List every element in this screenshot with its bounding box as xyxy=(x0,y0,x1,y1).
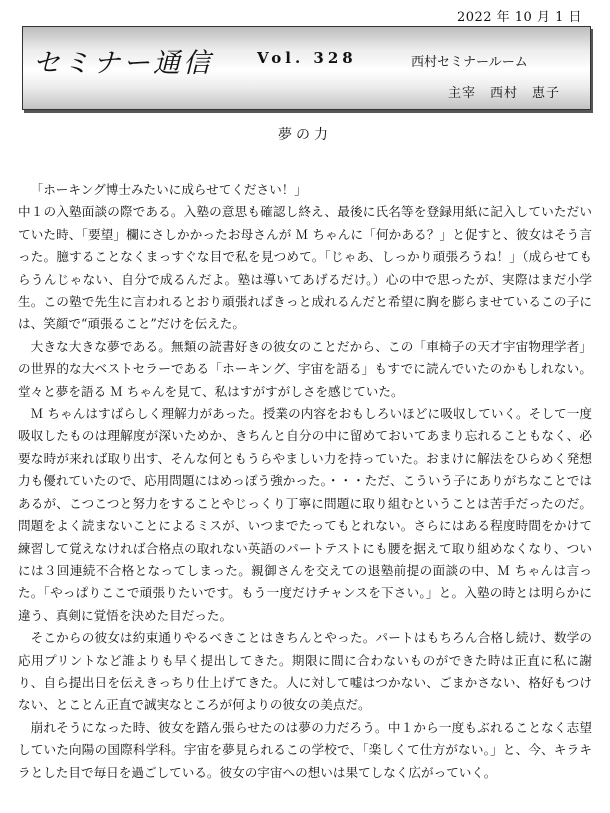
article-paragraph: 「ホーキング博士みたいに成らせてください！」 xyxy=(30,182,307,197)
article-paragraph: 大きな大きな夢である。無類の読書好きの彼女のことだから、この「車椅子の天才宇宙物理学者」の世界的な大ベストセラーである「ホーキング、宇宙を語る」もすでに読んでいたのかもしれない。堂々と夢を語る Ｍ ちゃんを見て、私はすがすがしさを感じていた。 xyxy=(18,338,592,399)
article-paragraph: Ｍ ちゃんはすばらしく理解力があった。授業の内容をおもしろいほどに吸収していく。そして一度吸収したものは理解度が深いためか、きちんと自分の中に留めておいてあまり忘れることもなく、必要な時が来れば取り出す、そんな何ともうらやましい力を持っていた。おまけに解法をひらめく発想力も優れていたので、応用問題にはめっぽう強かった。・・・ただ、こういう子にありがちなことではあるが、こつこつと努力をすることやじっくり丁寧に問題に取り組むということは苦手だったのだ。問題をよく読まないことによるミスが、いつまでたってもとれない。さらにはある程度時間をかけて練習して覚えなければ合格点の取れない英語のパートテストにも腰を据えて取り組めなくなり、ついには３回連続不合格となってしまった。親御さんを交えての退塾前提の面談の中、Ｍ ちゃんは言った。「やっぱりここで頑張りたいです。もう一度だけチャンスを下さい。」と。入塾の時とは明らかに違う、真剣に覚悟を決めた目だった。 xyxy=(18,406,593,623)
article-title: 夢の力 xyxy=(278,127,332,143)
article-paragraph: 中１の入塾面談の際である。入塾の意思も確認し終え、最後に氏名等を登録用紙に記入していただいていた時、「要望」欄にさしかかったお母さんが Ｍ ちゃんに「何かある？」と促すと、彼女はそう言った。臆することなくまっすぐな目で私を見つめて。「じゃあ、しっかり頑張ろうね！」（成らせてもらうんじゃない、自分で成るんだよ。塾は導いてあげるだけ。）心の中で思ったが、実際はまだ小学生。この塾で先生に言われるとおり頑張ればきっと成れるんだと希望に胸を膨らませているこの子には、笑顔で“頑張ること”だけを伝えた。 xyxy=(18,204,592,332)
volume-number: Vol. 328 xyxy=(257,49,357,67)
issue-date: 2022 年 10 月 1 日 xyxy=(456,10,582,25)
article-paragraph: そこからの彼女は約束通りやるべきことはきちんとやった。パートはもちろん合格し続け、数学の応用プリントなど誰よりも早く提出してきた。期限に間に合わないものができた時は正直に私に謝り、自ら提出日を伝えきっちり仕上げてきた。人に対して嘘はつかない、ごまかさない、格好もつけない、とことん正直で誠実なところが何よりの彼女の美点だ。 xyxy=(18,630,592,713)
newsletter-header xyxy=(22,26,591,110)
editor-name: 主宰 西村 恵子 xyxy=(448,86,561,101)
article-paragraph: 崩れそうになった時、彼女を踏ん張らせたのは夢の力だろう。中１から一度もぶれることなく志望していた向陽の国際科学科。宇宙を夢見られるこの学校で、「楽しくて仕方がない。」と、今、キラキラとした目で毎日を過ごしている。彼女の宇宙への想いは果てしなく広がっていく。 xyxy=(18,719,592,780)
article-body xyxy=(18,179,592,784)
organization-name: 西村セミナールーム xyxy=(411,55,528,70)
newsletter-title: セミナー通信 xyxy=(33,48,213,79)
